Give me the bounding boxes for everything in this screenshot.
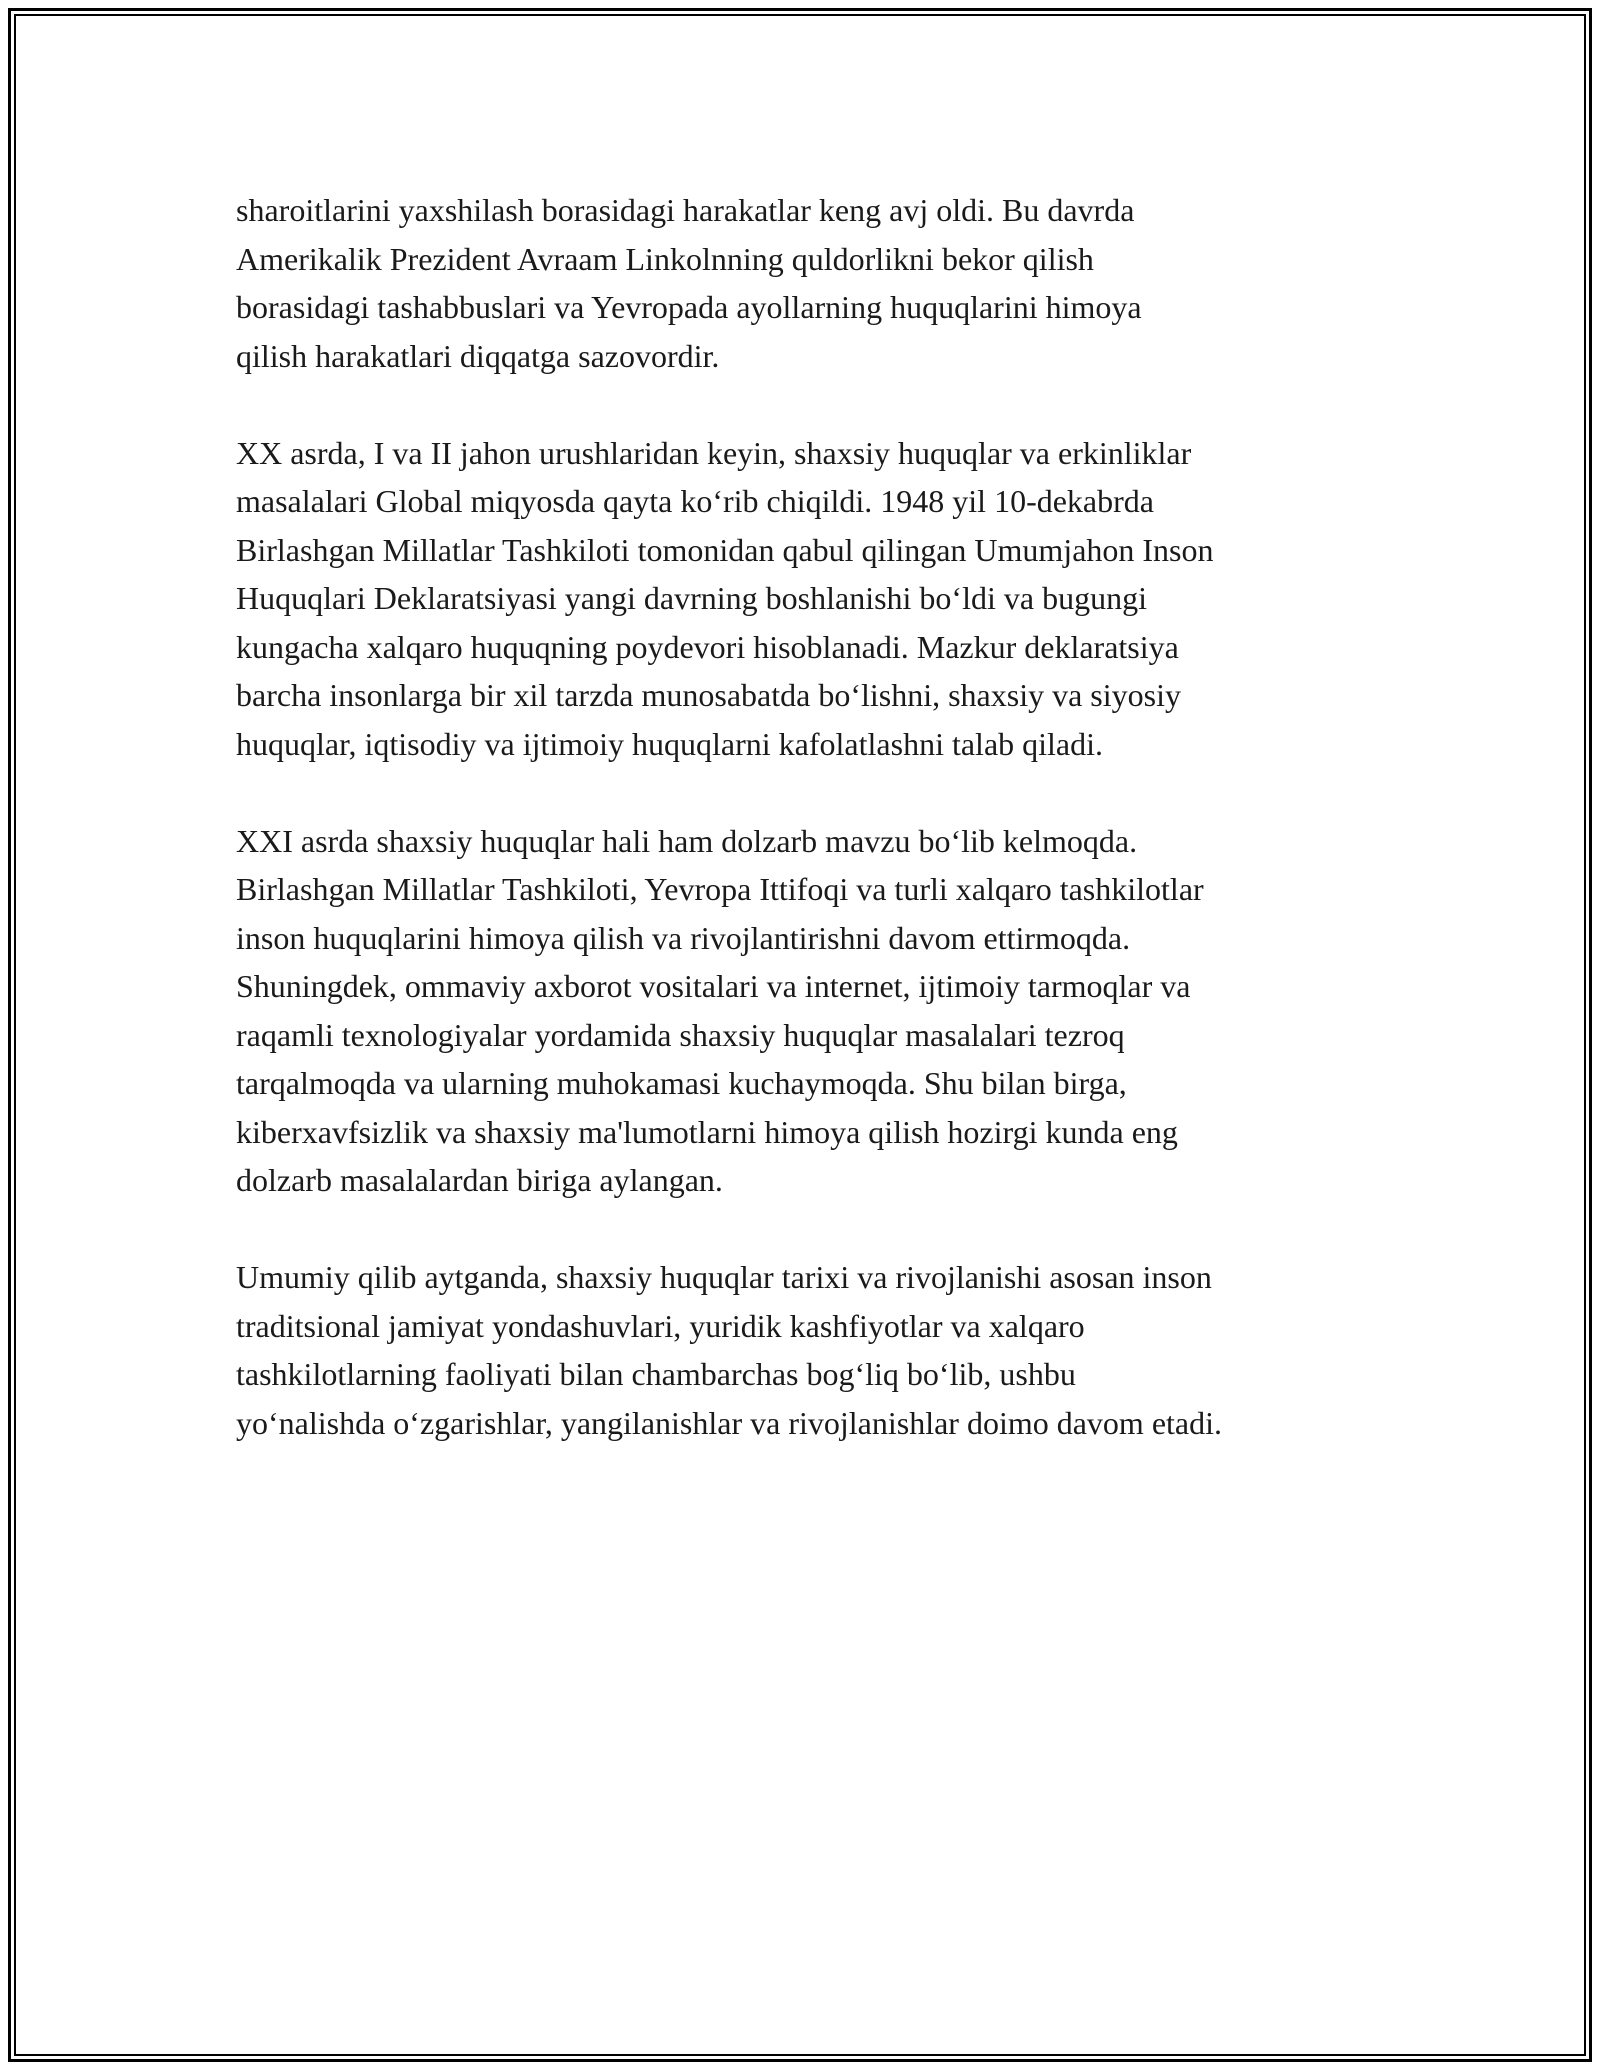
- text-line: qilish harakatlari diqqatga sazovordir.: [236, 337, 720, 374]
- paragraph-3: [236, 817, 1416, 1205]
- text-line: inson huquqlarini himoya qilish va rivojlantirishni davom ettirmoqda.: [236, 919, 1131, 956]
- text-line: XX asrda, I va II jahon urushlaridan keyin, shaxsiy huquqlar va erkinliklar: [236, 434, 1192, 471]
- paragraph-2: [236, 429, 1416, 769]
- text-line: raqamli texnologiyalar yordamida shaxsiy huquqlar masalalari tezroq: [236, 1016, 1125, 1053]
- text-line: borasidagi tashabbuslari va Yevropada ayollarning huquqlarini himoya: [236, 289, 1142, 325]
- text-line: huquqlar, iqtisodiy va ijtimoiy huquqlarni kafolatlashni talab qiladi.: [236, 725, 1104, 762]
- text-line: kiberxavfsizlik va shaxsiy ma'lumotlarni himoya qilish hozirgi kunda eng: [236, 1113, 1178, 1150]
- text-line: tashkilotlarning faoliyati bilan chambarchas bog‘liq bo‘lib, ushbu: [236, 1356, 1076, 1392]
- text-line: tarqalmoqda va ularning muhokamasi kuchaymoqda. Shu bilan birga,: [236, 1065, 1127, 1101]
- text-line: barcha insonlarga bir xil tarzda munosabatda bo‘lishni, shaxsiy va siyosiy: [236, 677, 1181, 713]
- text-line: sharoitlarini yaxshilash borasidagi harakatlar keng avj oldi. Bu davrda: [236, 192, 1135, 228]
- text-line: traditsional jamiyat yondashuvlari, yuridik kashfiyotlar va xalqaro: [236, 1307, 1085, 1344]
- text-line: Shuningdek, ommaviy axborot vositalari va internet, ijtimoiy tarmoqlar va: [236, 968, 1191, 1004]
- paragraph-4: [236, 1253, 1416, 1447]
- text-line: Birlashgan Millatlar Tashkiloti, Yevropa Ittifoqi va turli xalqaro tashkilotlar: [236, 871, 1204, 907]
- document-body: [236, 186, 1416, 1496]
- text-line: Umumiy qilib aytganda, shaxsiy huquqlar tarixi va rivojlanishi asosan inson: [236, 1259, 1212, 1295]
- text-line: XXI asrda shaxsiy huquqlar hali ham dolzarb mavzu bo‘lib kelmoqda.: [236, 822, 1138, 859]
- text-line: Birlashgan Millatlar Tashkiloti tomonidan qabul qilingan Umumjahon Inson: [236, 531, 1214, 568]
- paragraph-1: [236, 186, 1416, 380]
- text-line: yo‘nalishda o‘zgarishlar, yangilanishlar va rivojlanishlar doimo davom etadi.: [236, 1404, 1222, 1441]
- text-line: Huquqlari Deklaratsiyasi yangi davrning boshlanishi bo‘ldi va bugungi: [236, 580, 1147, 616]
- text-line: kungacha xalqaro huquqning poydevori hisoblanadi. Mazkur deklaratsiya: [236, 628, 1179, 665]
- text-line: Amerikalik Prezident Avraam Linkolnning quldorlikni bekor qilish: [236, 240, 1094, 277]
- text-line: masalalari Global miqyosda qayta ko‘rib chiqildi. 1948 yil 10-dekabrda: [236, 483, 1154, 519]
- text-line: dolzarb masalalardan biriga aylangan.: [236, 1162, 723, 1198]
